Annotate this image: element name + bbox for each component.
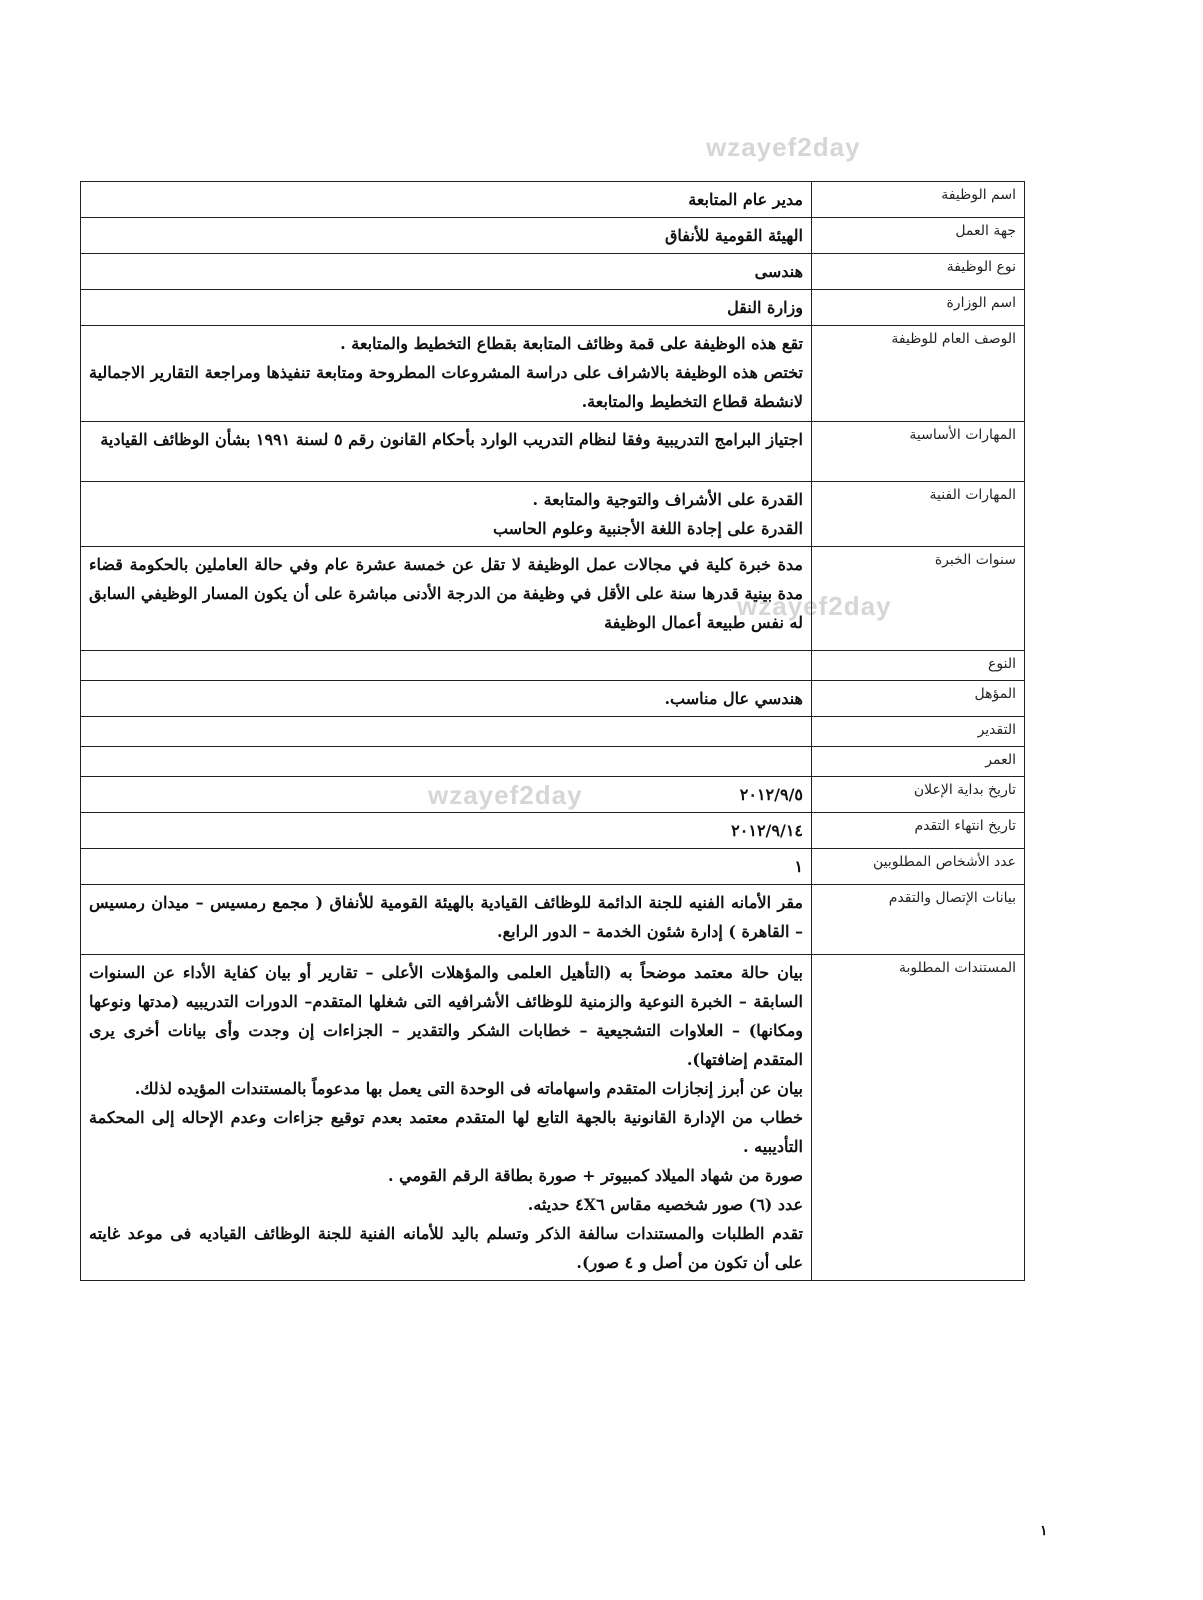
label-age: العمر xyxy=(812,747,1025,777)
row-persons-needed xyxy=(81,849,1025,885)
experience-line: مدة خبرة كلية في مجالات عمل الوظيفة لا تقل عن خمسة عشرة عام وفي حالة العاملين بالحكومة قضاء مدة بينية قدرها سنة على الأقل في وظيفة من الدرجة الأدنى مباشرة على أن يكون المسار الوظيفي السابق له نفس طبيعة أعمال الوظيفة xyxy=(89,555,804,632)
label-grade: التقدير xyxy=(812,717,1025,747)
label-employer: جهة العمل xyxy=(812,218,1025,254)
value-documents xyxy=(81,955,812,1281)
row-start-date xyxy=(81,777,1025,813)
label-experience: سنوات الخبرة xyxy=(812,547,1025,651)
row-qualification xyxy=(81,681,1025,717)
documents-line: صورة من شهاد الميلاد كمبيوتر + صورة بطاقة الرقم القومي . xyxy=(388,1166,803,1185)
row-employer xyxy=(81,218,1025,254)
documents-line: بيان حالة معتمد موضحاً به (التأهيل العلمى والمؤهلات الأعلى – تقارير أو بيان كفاية الأداء عن السنوات السابقة – الخبرة النوعية والزمنية للوظائف الأشرافيه التى شغلها المتقدم– الدورات التدريبيه (مدتها ونوعها ومكانها) – العلاوات التشجيعية – خطابات الشكر والتقدير – الجزاءات إن وجدت وأى بيانات أخرى يرى المتقدم إضافتها). xyxy=(89,963,804,1069)
label-start-date: تاريخ بداية الإعلان xyxy=(812,777,1025,813)
label-qualification: المؤهل xyxy=(812,681,1025,717)
value-contact xyxy=(81,885,812,955)
row-gender xyxy=(81,651,1025,681)
value-job-type: هندسى xyxy=(81,254,812,290)
value-end-date xyxy=(81,813,812,849)
label-ministry: اسم الوزارة xyxy=(812,290,1025,326)
end-date-text: ٢٠١٢/٩/١٤ xyxy=(731,821,803,840)
value-persons-needed: ١ xyxy=(81,849,812,885)
basic-skills-line: اجتياز البرامج التدريبية وفقا لنظام التدريب الوارد بأحكام القانون رقم ٥ لسنة ١٩٩١ بشأن الوظائف القيادية xyxy=(100,430,803,449)
page-number: ١ xyxy=(1040,1524,1048,1539)
watermark: wzayef2day xyxy=(428,780,583,810)
watermark: wzayef2day xyxy=(706,132,861,162)
value-ministry: وزارة النقل xyxy=(81,290,812,326)
row-end-date xyxy=(81,813,1025,849)
label-basic-skills: المهارات الأساسية xyxy=(812,422,1025,482)
documents-line: خطاب من الإدارة القانونية بالجهة التابع لها المتقدم معتمد بعدم توقيع جزاءات وعدم الإحاله إلى المحكمة التأديبيه . xyxy=(89,1108,803,1156)
documents-line: بيان عن أبرز إنجازات المتقدم واسهاماته فى الوحدة التى يعمل بها مدعوماً بالمستندات المؤيده لذلك. xyxy=(134,1079,803,1098)
row-description xyxy=(81,326,1025,422)
label-job-type: نوع الوظيفة xyxy=(812,254,1025,290)
row-technical-skills xyxy=(81,482,1025,547)
value-gender xyxy=(81,651,812,681)
row-job-title xyxy=(81,182,1025,218)
description-line: تقع هذه الوظيفة على قمة وظائف المتابعة بقطاع التخطيط والمتابعة . xyxy=(340,334,803,353)
value-technical-skills xyxy=(81,482,812,547)
value-job-title: مدير عام المتابعة xyxy=(81,182,812,218)
label-documents: المستندات المطلوبة xyxy=(812,955,1025,1281)
documents-line: عدد (٦) صور شخصيه مقاس ٤X٦ حديثه. xyxy=(527,1195,803,1214)
row-experience xyxy=(81,547,1025,651)
label-gender: النوع xyxy=(812,651,1025,681)
description-line: تختص هذه الوظيفة بالاشراف على دراسة المشروعات المطروحة ومتابعة تنفيذها ومراجعة التقارير الاجمالية لانشطة قطاع التخطيط والمتابعة. xyxy=(89,363,803,411)
row-grade xyxy=(81,717,1025,747)
label-job-title: اسم الوظيفة xyxy=(812,182,1025,218)
label-description: الوصف العام للوظيفة xyxy=(812,326,1025,422)
start-date-text: ٢٠١٢/٩/٥ xyxy=(739,785,803,804)
contact-line: مقر الأمانه الفنيه للجنة الدائمة للوظائف القيادية بالهيئة القومية للأنفاق ( مجمع رمسيس – ميدان رمسيس – القاهرة ) إدارة شئون الخدمة – الدور الرابع. xyxy=(89,893,803,941)
technical-skills-line: القدرة على إجادة اللغة الأجنبية وعلوم الحاسب xyxy=(492,519,803,538)
row-basic-skills xyxy=(81,422,1025,482)
watermark: wzayef2day xyxy=(737,591,892,621)
technical-skills-line: القدرة على الأشراف والتوجية والمتابعة . xyxy=(532,490,803,509)
value-start-date xyxy=(81,777,812,813)
job-details-table xyxy=(80,181,1025,1281)
row-documents xyxy=(81,955,1025,1281)
label-technical-skills: المهارات الفنية xyxy=(812,482,1025,547)
value-basic-skills xyxy=(81,422,812,482)
row-ministry xyxy=(81,290,1025,326)
row-age xyxy=(81,747,1025,777)
value-employer: الهيئة القومية للأنفاق xyxy=(81,218,812,254)
value-age xyxy=(81,747,812,777)
row-contact xyxy=(81,885,1025,955)
row-job-type xyxy=(81,254,1025,290)
label-end-date: تاريخ انتهاء التقدم xyxy=(812,813,1025,849)
label-contact: بيانات الإتصال والتقدم xyxy=(812,885,1025,955)
documents-line: تقدم الطلبات والمستندات سالفة الذكر وتسلم باليد للأمانه الفنية للجنة الوظائف القياديه فى موعد غايته على أن تكون من أصل و ٤ صور). xyxy=(89,1224,803,1272)
label-persons-needed: عدد الأشخاص المطلوبين xyxy=(812,849,1025,885)
value-experience xyxy=(81,547,812,651)
value-grade xyxy=(81,717,812,747)
value-description xyxy=(81,326,812,422)
value-qualification: هندسي عال مناسب. xyxy=(81,681,812,717)
